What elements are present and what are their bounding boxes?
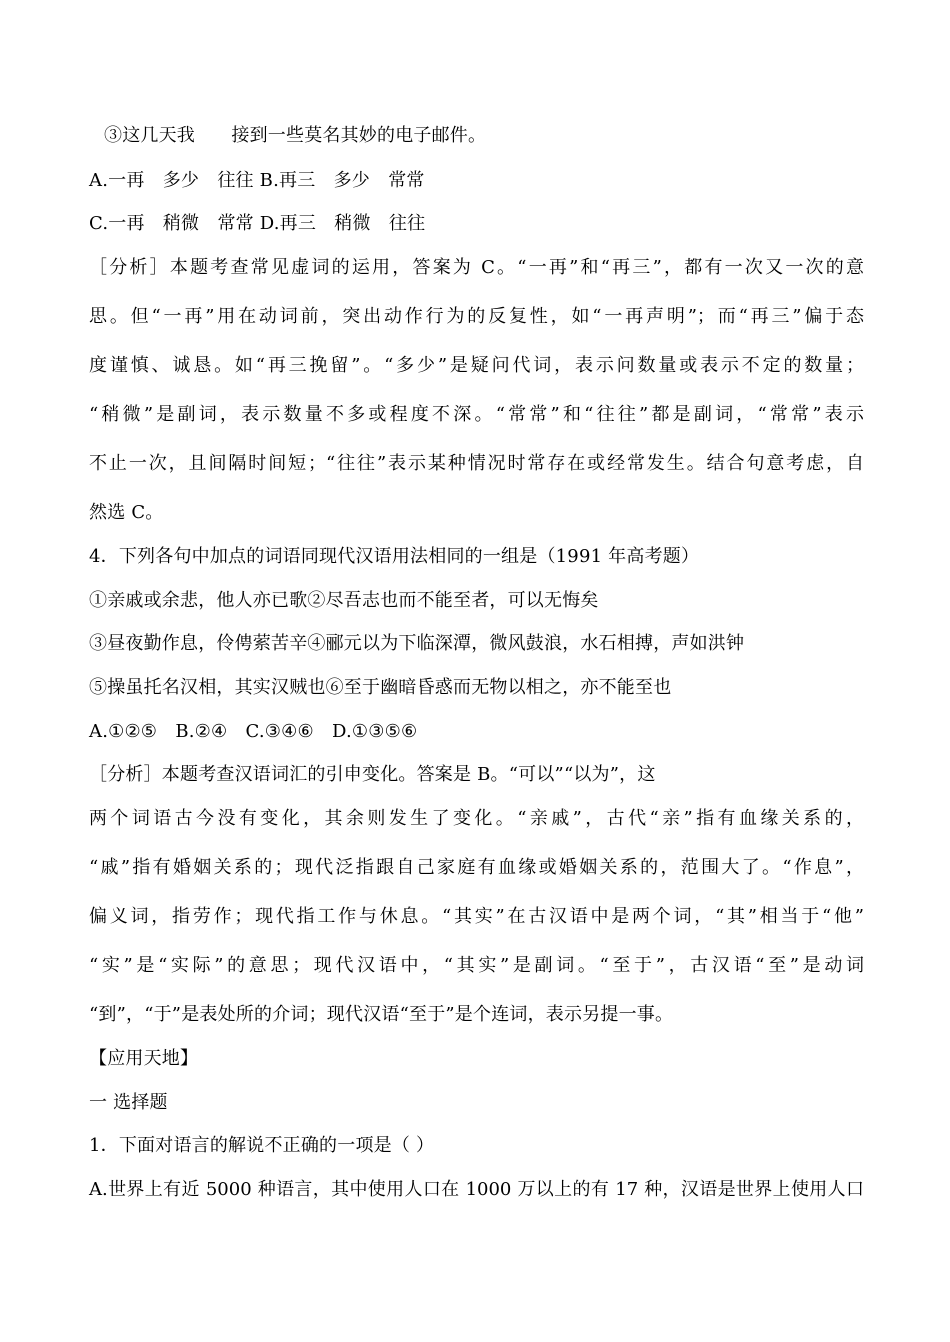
question-4-options: A.①②⑤ B.②④ C.③④⑥ D.①③⑤⑥ (89, 721, 418, 742)
analysis-paragraph-line: “稍微”是副词，表示数量不多或程度不深。“常常”和“往往”都是副词，“常常”表示 (89, 404, 864, 425)
analysis-paragraph-line: 两个词语古今没有变化，其余则发生了变化。“亲戚”，古代“亲”指有血缘关系的， (89, 808, 864, 829)
section-heading: 【应用天地】 (89, 1048, 199, 1069)
analysis-paragraph-line: ［分析］本题考查常见虚词的运用，答案为 C。“一再”和“再三”，都有一次又一次的意 (89, 257, 864, 278)
question-4-sentences: ③昼夜勤作息，伶俜萦苦辛④郦元以为下临深潭，微风鼓浪，水石相搏，声如洪钟 (89, 633, 745, 654)
analysis-paragraph-line: 不止一次，且间隔时间短；“往往”表示某种情况时常存在或经常发生。结合句意考虑，自 (89, 453, 864, 474)
analysis-paragraph-line: 思。但“一再”用在动词前，突出动作行为的反复性，如“一再声明”；而“再三”偏于态 (89, 306, 864, 327)
analysis-paragraph-line: “实”是“实际”的意思；现代汉语中，“其实”是副词。“至于”，古汉语“至”是动词 (89, 955, 864, 976)
question-4-sentences: ⑤操虽托名汉相，其实汉贼也⑥至于幽暗昏惑而无物以相之，亦不能至也 (89, 677, 672, 698)
option-line-ab: A.一再 多少 往往 B.再三 多少 常常 (89, 170, 425, 191)
option-line-cd: C.一再 稍微 常常 D.再三 稍微 往往 (89, 213, 426, 234)
analysis-paragraph-line: 然选 C。 (89, 502, 164, 523)
analysis-paragraph-line: 偏义词，指劳作；现代指工作与休息。“其实”在古汉语中是两个词，“其”相当于“他” (89, 906, 864, 927)
question-3-sentence: ③这几天我 接到一些莫名其妙的电子邮件。 (104, 125, 487, 146)
analysis-paragraph-line: ［分析］本题考查汉语词汇的引申变化。答案是 B。“可以”“以为”，这 (89, 764, 656, 785)
question-1-stem: 1．下面对语言的解说不正确的一项是（ ） (89, 1135, 435, 1156)
analysis-paragraph-line: “戚”指有婚姻关系的；现代泛指跟自己家庭有血缘或婚姻关系的，范围大了。“作息”， (89, 857, 864, 878)
question-1-option-a: A.世界上有近 5000 种语言，其中使用人口在 1000 万以上的有 17 种，汉语是世界上使用人口 (89, 1179, 864, 1200)
question-4-stem: 4．下列各句中加点的词语同现代汉语用法相同的一组是（1991 年高考题） (89, 546, 700, 567)
analysis-paragraph-line: 度谨慎、诚恳。如“再三挽留”。“多少”是疑问代词，表示问数量或表示不定的数量； (89, 355, 864, 376)
question-4-sentences: ①亲戚或余悲，他人亦已歌②尽吾志也而不能至者，可以无悔矣 (89, 590, 599, 611)
analysis-paragraph-line: “到”，“于”是表处所的介词；现代汉语“至于”是个连词，表示另提一事。 (89, 1004, 674, 1025)
subsection-heading: 一 选择题 (89, 1092, 168, 1113)
